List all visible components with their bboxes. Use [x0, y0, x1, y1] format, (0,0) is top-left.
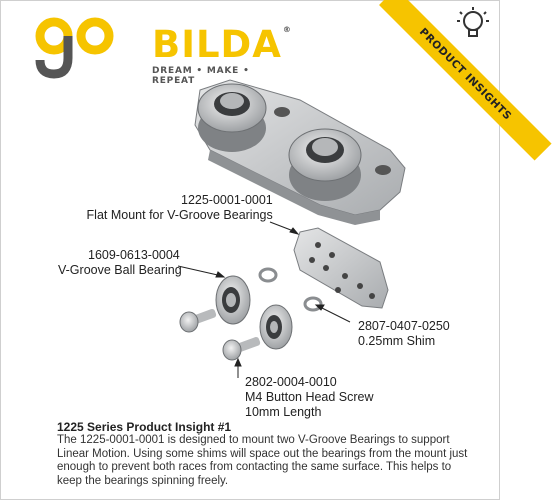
bearing-name: V-Groove Ball Bearing [58, 263, 182, 277]
brand-tagline: DREAM • MAKE • REPEAT [152, 66, 250, 86]
flat-mount-part-number: 1225-0001-0001 [181, 193, 273, 207]
screw-name: M4 Button Head Screw [245, 390, 374, 404]
screw-part-number: 2802-0004-0010 [245, 375, 337, 389]
callout-screw [245, 375, 374, 420]
callout-shim [358, 319, 450, 349]
ribbon-label: PRODUCT INSIGHTS [416, 25, 514, 123]
screw-detail: 10mm Length [245, 405, 322, 419]
callout-v-groove-bearing [58, 248, 182, 278]
callout-flat-mount [86, 193, 273, 223]
insight-body: The 1225-0001-0001 is designed to mount two V-Groove Bearings to support Linear Motion. Using some shims will space out the bearings from the mount just enough to prevent both races from contacting the same surface. This helps to keep the bearings spinning freely. [57, 434, 468, 487]
insight-title: 1225 Series Product Insight #1 [57, 420, 232, 434]
bearing-part-number: 1609-0613-0004 [88, 248, 180, 262]
shim-part-number: 2807-0407-0250 [358, 319, 450, 333]
exploded-flat-plate [294, 228, 388, 308]
flat-mount-name: Flat Mount for V-Groove Bearings [86, 208, 273, 222]
brand-name: BILDA® [152, 23, 292, 66]
shim-name: 0.25mm Shim [358, 334, 436, 348]
